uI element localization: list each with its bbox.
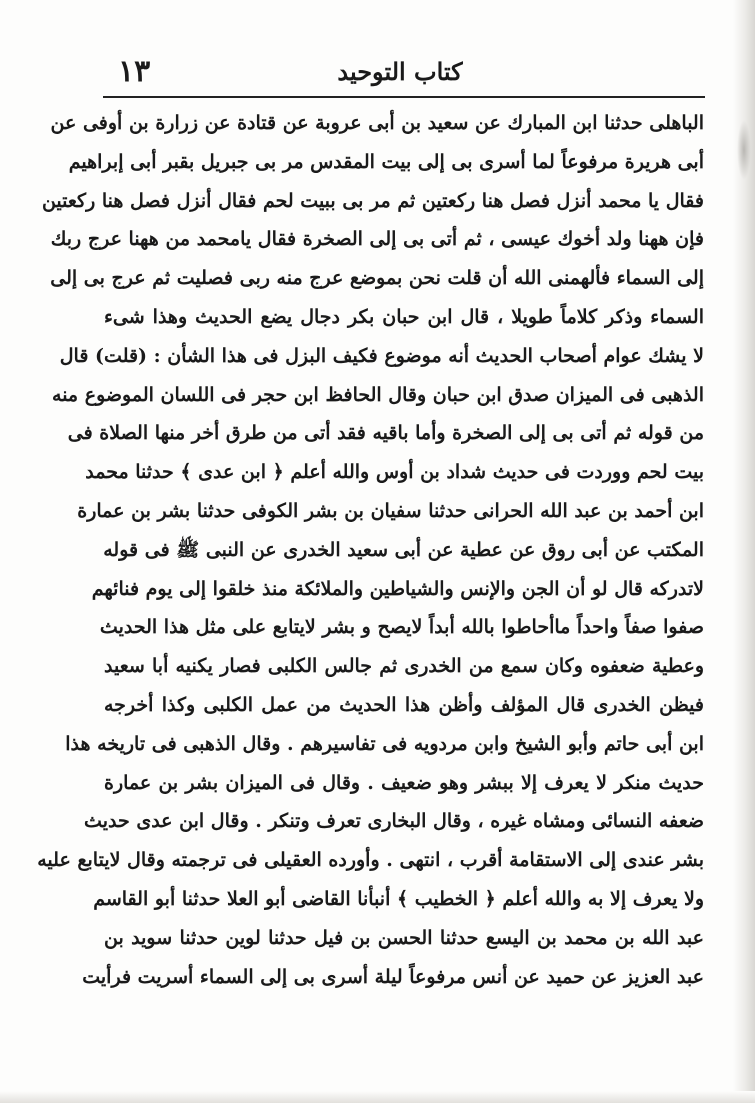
text-line: وعطية ضعفوه وكان سمع من الخدرى ثم جالس الكلبى فصار يكنيه أبا سعيد <box>104 655 704 678</box>
running-title: كتاب التوحيد <box>337 57 463 86</box>
body-text <box>37 104 704 1084</box>
text-line: بيت لحم ووردت فى حديث شداد بن أوس والله أعلم ﴿ ابن عدى ﴾ حدثنا محمد <box>85 461 704 484</box>
text-line: المكتب عن أبى روق عن عطية عن أبى سعيد الخدرى عن النبى ﷺ فى قوله <box>103 538 704 561</box>
text-line: فيظن الخدرى قال المؤلف وأظن هذا الحديث من عمل الكلبى وكذا أخرجه <box>104 693 704 716</box>
page-number: ١٣ <box>118 54 151 89</box>
text-line: لا يشك عوام أصحاب الحديث أنه موضوع فكيف البزل فى هذا الشأن : (قلت) قال <box>59 344 704 367</box>
text-line: عبد الله بن محمد بن اليسع حدثنا الحسن بن فيل حدثنا لوين حدثنا سويد بن <box>104 926 704 949</box>
text-line: الباهلى حدثنا ابن المبارك عن سعيد بن أبى عروبة عن قتادة عن زرارة بن أوفى عن <box>50 112 704 134</box>
text-line: ولا يعرف إلا به والله أعلم ﴿ الخطيب ﴾ أنبأنا القاضى أبو العلا حدثنا أبو القاسم <box>93 887 704 910</box>
text-line: صفوا صفاً واحداً ماأحاطوا بالله أبداً لايصح و بشر لايتابع على مثل هذا الحديث <box>99 616 704 639</box>
header-rule <box>103 96 705 98</box>
text-line: السماء وذكر كلاماً طويلا ، قال ابن حبان بكر دجال يضع الحديث وهذا شىء <box>104 305 704 328</box>
text-line: ضعفه النسائى ومشاه غيره ، وقال البخارى تعرف وتنكر . وقال ابن عدى حديث <box>84 810 704 833</box>
text-line: من قوله ثم أتى بى إلى الصخرة وأما باقيه فقد أتى من طرق أخر منها الصلاة فى <box>67 422 704 445</box>
page-edge-blemish <box>737 120 751 180</box>
text-line: أبى هريرة مرفوعاً لما أسرى بى إلى بيت المقدس مر بى جبريل بقبر أبى إبراهيم <box>68 150 704 173</box>
text-line: فقال يا محمد أنزل فصل هنا ركعتين ثم مر بى ببيت لحم فقال أنزل فصل هنا ركعتين <box>41 189 704 212</box>
text-line: إلى السماء فألهمنى الله أن قلت نحن بموضع عرج منه ربى فصليت ثم عرج بى إلى <box>50 267 704 290</box>
text-line: لاتدركه قال لو أن الجن والإنس والشياطين والملائكة منذ خلقوا إلى يوم فنائهم <box>91 577 704 600</box>
text-line: فإن ههنا ولد أخوك عيسى ، ثم أتى بى إلى الصخرة فقال يامحمد من ههنا عرج ربك <box>50 228 704 251</box>
text-line: حديث منكر لا يعرف إلا ببشر وهو ضعيف . وقال فى الميزان بشر بن عمارة <box>104 771 704 794</box>
text-line: ابن أحمد بن عبد الله الحرانى حدثنا سفيان بن بشر الكوفى حدثنا بشر بن عمارة <box>77 499 704 522</box>
text-line: بشر عندى إلى الاستقامة أقرب ، انتهى . وأورده العقيلى فى ترجمته وقال لايتابع عليه <box>37 849 704 872</box>
text-line: عبد العزيز عن حميد عن أنس مرفوعاً ليلة أسرى بى إلى السماء أسريت فرأيت <box>82 965 704 988</box>
page-bottom-edge <box>0 1091 755 1103</box>
text-line: ابن أبى حاتم وأبو الشيخ وابن مردويه فى تفاسيرهم . وقال الذهبى فى تاريخه هذا <box>65 732 704 755</box>
text-line: الذهبى فى الميزان صدق ابن حبان وقال الحافظ ابن حجر فى اللسان الموضوع منه <box>52 383 704 406</box>
page-header <box>100 52 700 92</box>
